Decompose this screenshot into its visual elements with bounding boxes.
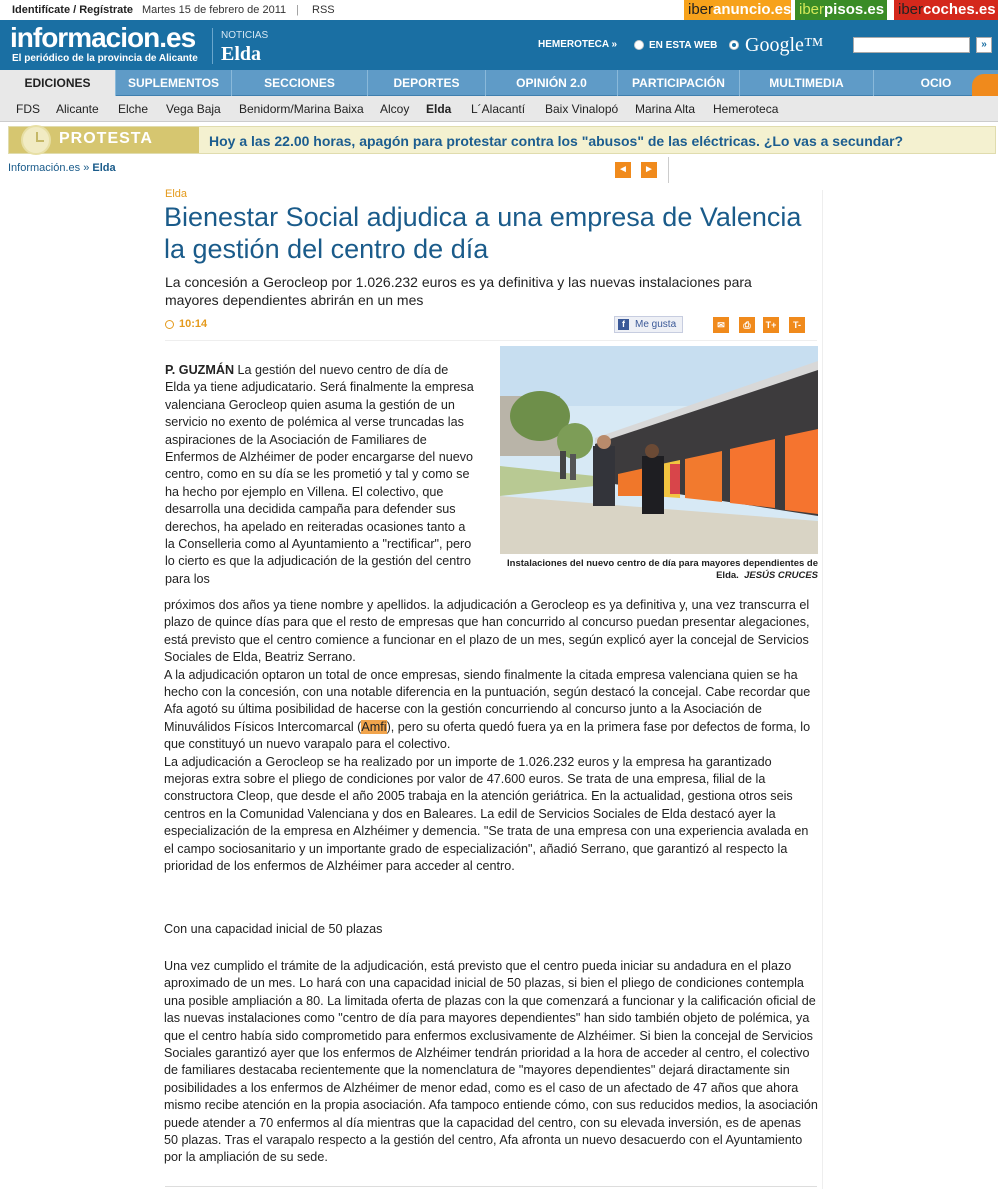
partner-iberanuncio[interactable] <box>684 0 791 20</box>
arrow-divider <box>668 157 669 183</box>
login-register-link[interactable]: Identifícate / Regístrate <box>12 4 134 16</box>
protest-banner[interactable] <box>8 126 996 154</box>
breadcrumb-separator: » <box>80 162 93 174</box>
email-icon[interactable]: ✉ <box>713 317 729 333</box>
font-increase-icon[interactable]: T+ <box>763 317 779 333</box>
current-date: Martes 15 de febrero de 2011 <box>142 4 287 16</box>
nav-ediciones[interactable]: EDICIONES <box>0 70 116 96</box>
protest-headline-link[interactable]: Hoy a las 22.00 horas, apagón para protestar contra los "abusos" de las eléctricas. ¿Lo vas a secundar? <box>209 133 904 149</box>
author: P. GUZMÁN <box>165 363 235 377</box>
photo-caption <box>480 558 818 582</box>
nav-ocio[interactable]: OCIO <box>920 76 952 90</box>
topbar-separator: | <box>296 4 299 16</box>
photo-illustration <box>500 346 818 554</box>
subnav-hemeroteca[interactable]: Hemeroteca <box>713 102 779 116</box>
article-time: 10:14 <box>179 318 208 330</box>
article-divider <box>165 340 817 341</box>
facebook-icon: f <box>618 319 629 330</box>
search-input[interactable] <box>853 37 970 53</box>
article-bottom-divider <box>165 1186 817 1187</box>
protest-title: PROTESTA <box>59 130 153 147</box>
clock-icon <box>21 125 51 155</box>
clock-icon <box>165 320 174 329</box>
search-button[interactable]: » <box>976 37 992 53</box>
subnav-benidorm[interactable]: Benidorm/Marina Baixa <box>239 102 364 116</box>
search-site-radio[interactable] <box>634 40 644 50</box>
like-label: Me gusta <box>635 319 677 330</box>
subnav-baix-vinalopo[interactable]: Baix Vinalopó <box>545 102 619 116</box>
previous-arrow-icon[interactable]: ◄ <box>615 162 631 178</box>
intro-text: La gestión del nuevo centro de día de Elda ya tiene adjudicatario. Será finalmente la empresa valenciana Gerocleop quien asuma la gestión de un servicio no exento de polémica al verse truncadas las aspiraciones de la Asociación de Familiares de Enfermos de Alzhéimer de poder encargarse del nuevo centro, como en su día se les prometió y tal y como se ha hecho por ejemplo en Villena. El colectivo, que desarrolla una decidida campaña para defender sus derechos, ha apelado en reiteradas ocasiones tanto a la Conselleria como al Ayuntamiento a "rectificar", pero lo cierto es que la adjudicación de la gestión del centro para los <box>165 363 474 586</box>
partner-name: anuncio.es <box>713 1 792 18</box>
paragraph-text: A la adjudicación optaron un total de once empresas, siendo finalmente la citada empresa valenciana quien se ha hecho con la concesión, con una notable diferencia en la puntuación, según destacó la concejal. Cabe recordar que Afa agotó su última posibilidad de hacerse con la gestión concurriendo al concurso junto a la Asociación de Minuválidos Físicos Intercomarcal ( <box>164 667 811 734</box>
site-logo[interactable]: informacion.es <box>10 22 196 53</box>
protest-label-box <box>9 127 199 153</box>
article-subtitle: La concesión a Gerocleop por 1.026.232 euros es ya definitiva y las nuevas instalaciones para mayores dependientes abrirán en un mes <box>165 274 752 308</box>
search-google-radio[interactable] <box>729 40 739 50</box>
subnav-marina-alta[interactable]: Marina Alta <box>635 102 696 116</box>
article-subheading: Con una capacidad inicial de 50 plazas <box>164 922 383 936</box>
section-title: Elda <box>221 43 262 65</box>
nav-opinion[interactable]: OPINIÓN 2.0 <box>486 70 618 96</box>
paragraph-text: ), pero su oferta quedó fuera ya en la primera fase por defectos de forma, lo que constituyó un nuevo varapalo para el colectivo. <box>164 719 811 752</box>
rss-link[interactable]: RSS <box>312 4 335 16</box>
site-tagline: El periódico de la provincia de Alicante <box>12 53 198 64</box>
facebook-like-button[interactable] <box>614 316 683 333</box>
nav-multimedia[interactable]: MULTIMEDIA <box>740 70 874 96</box>
highlighted-term[interactable]: Amfi <box>361 719 387 734</box>
editions-subnav <box>0 96 998 122</box>
nav-deportes[interactable]: DEPORTES <box>368 70 486 96</box>
subnav-elche[interactable]: Elche <box>118 102 149 116</box>
partner-ibercoches[interactable] <box>894 0 998 20</box>
partner-iberpisos[interactable] <box>795 0 887 20</box>
subnav-lalacanti[interactable]: L´Alacantí <box>471 102 526 116</box>
partner-prefix: iber <box>799 1 825 18</box>
nav-suplementos[interactable]: SUPLEMENTOS <box>116 70 232 96</box>
hemeroteca-link[interactable]: HEMEROTECA » <box>538 39 618 50</box>
paragraph: La adjudicación a Gerocleop se ha realizado por un importe de 1.026.232 euros y la empresa ha garantizado mejoras extra sobre el pliego de condiciones por valor de 47.600 euros. Se trata de una empresa, filial de la constructora Cleop, que desde el año 2005 trabaja en la atención geriátrica. En la actualidad, gestiona otros seis centros en la Comunidad Valenciana y dos en Baleares. La edil de Servicios Sociales de Elda destacó ayer la especialización de la empresa en Alzhéimer y demencia. "Se trata de una empresa con una experiencia avalada en el campo sociosanitario y un importante grado de especialización", añadió Serrano, que garantizó al respecto la prioridad de los enfermos de Alzhéimer para acceder al centro. <box>164 754 809 874</box>
next-arrow-icon[interactable]: ► <box>641 162 657 178</box>
breadcrumb-home[interactable]: Información.es <box>8 162 81 174</box>
caption-text: Instalaciones del nuevo centro de día para mayores dependientes de Elda. <box>507 558 818 581</box>
partner-prefix: iber <box>688 1 714 18</box>
subnav-vega-baja[interactable]: Vega Baja <box>166 102 221 116</box>
section-kicker: NOTICIAS <box>221 30 269 41</box>
subnav-elda[interactable]: Elda <box>426 102 452 116</box>
subnav-fds[interactable]: FDS <box>16 102 40 116</box>
partner-prefix: iber <box>898 1 924 18</box>
font-decrease-icon[interactable]: T- <box>789 317 805 333</box>
main-nav <box>0 70 998 96</box>
search-site-label: EN ESTA WEB <box>649 40 718 51</box>
column-divider <box>822 190 823 1189</box>
breadcrumb-current[interactable]: Elda <box>92 162 116 174</box>
nav-secciones[interactable]: SECCIONES <box>232 70 368 96</box>
header-divider <box>212 28 213 64</box>
nav-participacion[interactable]: PARTICIPACIÓN <box>618 70 740 96</box>
google-logo: Google™ <box>745 34 824 56</box>
print-icon[interactable]: ⎙ <box>739 317 755 333</box>
paragraph <box>164 667 818 754</box>
site-header <box>0 20 998 70</box>
article-intro <box>165 362 475 588</box>
article-photo[interactable] <box>500 346 818 554</box>
partner-name: pisos.es <box>824 1 885 18</box>
nav-corner-tab <box>972 74 998 96</box>
paragraph: próximos dos años ya tiene nombre y apellidos. la adjudicación a Gerocleop es ya definitiva y, una vez transcurra el plazo de quince días para que el resto de empresas que han concurrido al concurso puedan presentar alegaciones, está previsto que el centro comience a funcionar en el plazo de un mes, según explicó ayer la concejal de Servicios Sociales de Elda, Beatriz Serrano. <box>164 598 810 665</box>
article-section-tag[interactable]: Elda <box>165 188 188 200</box>
article-body <box>164 597 818 876</box>
article-headline: Bienestar Social adjudica a una empresa de Valencia la gestión del centro de día <box>164 202 802 264</box>
paragraph: Una vez cumplido el trámite de la adjudicación, está previsto que el centro pueda iniciar su andadura en el plazo aproximado de un mes. Lo hará con una capacidad inicial de 50 plazas, si bien el pliego de condiciones contempla una posible ampliación a 80. La limitada oferta de plazas con la que comenzará a funcionar y la calificación oficial de las nuevas instalaciones como "centro de día para mayores dependientes" han sido también objeto de polémica, ya que el centro había sido comprometido para enfermos exclusivamente de Alzhéimer. Si bien la concejal de Servicios Sociales garantizó ayer que los enfermos de Alzhéimer tendrán prioridad a la hora de acceder al centro, el colectivo de familiares destacaba recientemente que la nomenclatura de "mayores dependientes" dejará diractamente sin posibilidades a los enfermos de Alzhéimer de menor edad, como es el caso de un afectado de 47 años que ahora mismo recibe atención en la propia asociación. Afa tampoco entiende cómo, con sus reducidos medios, la asociación puede atender a 70 enfermos al día mientras que la capacidad del centro, con su elevada inversión, es de apenas 50 plazas. Tras el varapalo respecto a la gestión del centro, Afa afronta un nuevo desacuerdo con el Ayuntamiento por la ampliación de su sede. <box>164 959 818 1165</box>
subnav-alicante[interactable]: Alicante <box>56 102 99 116</box>
partner-name: coches.es <box>923 1 996 18</box>
top-bar <box>0 0 998 20</box>
photo-credit: JESÚS CRUCES <box>744 570 818 581</box>
subnav-alcoy[interactable]: Alcoy <box>380 102 410 116</box>
breadcrumb <box>8 162 116 174</box>
